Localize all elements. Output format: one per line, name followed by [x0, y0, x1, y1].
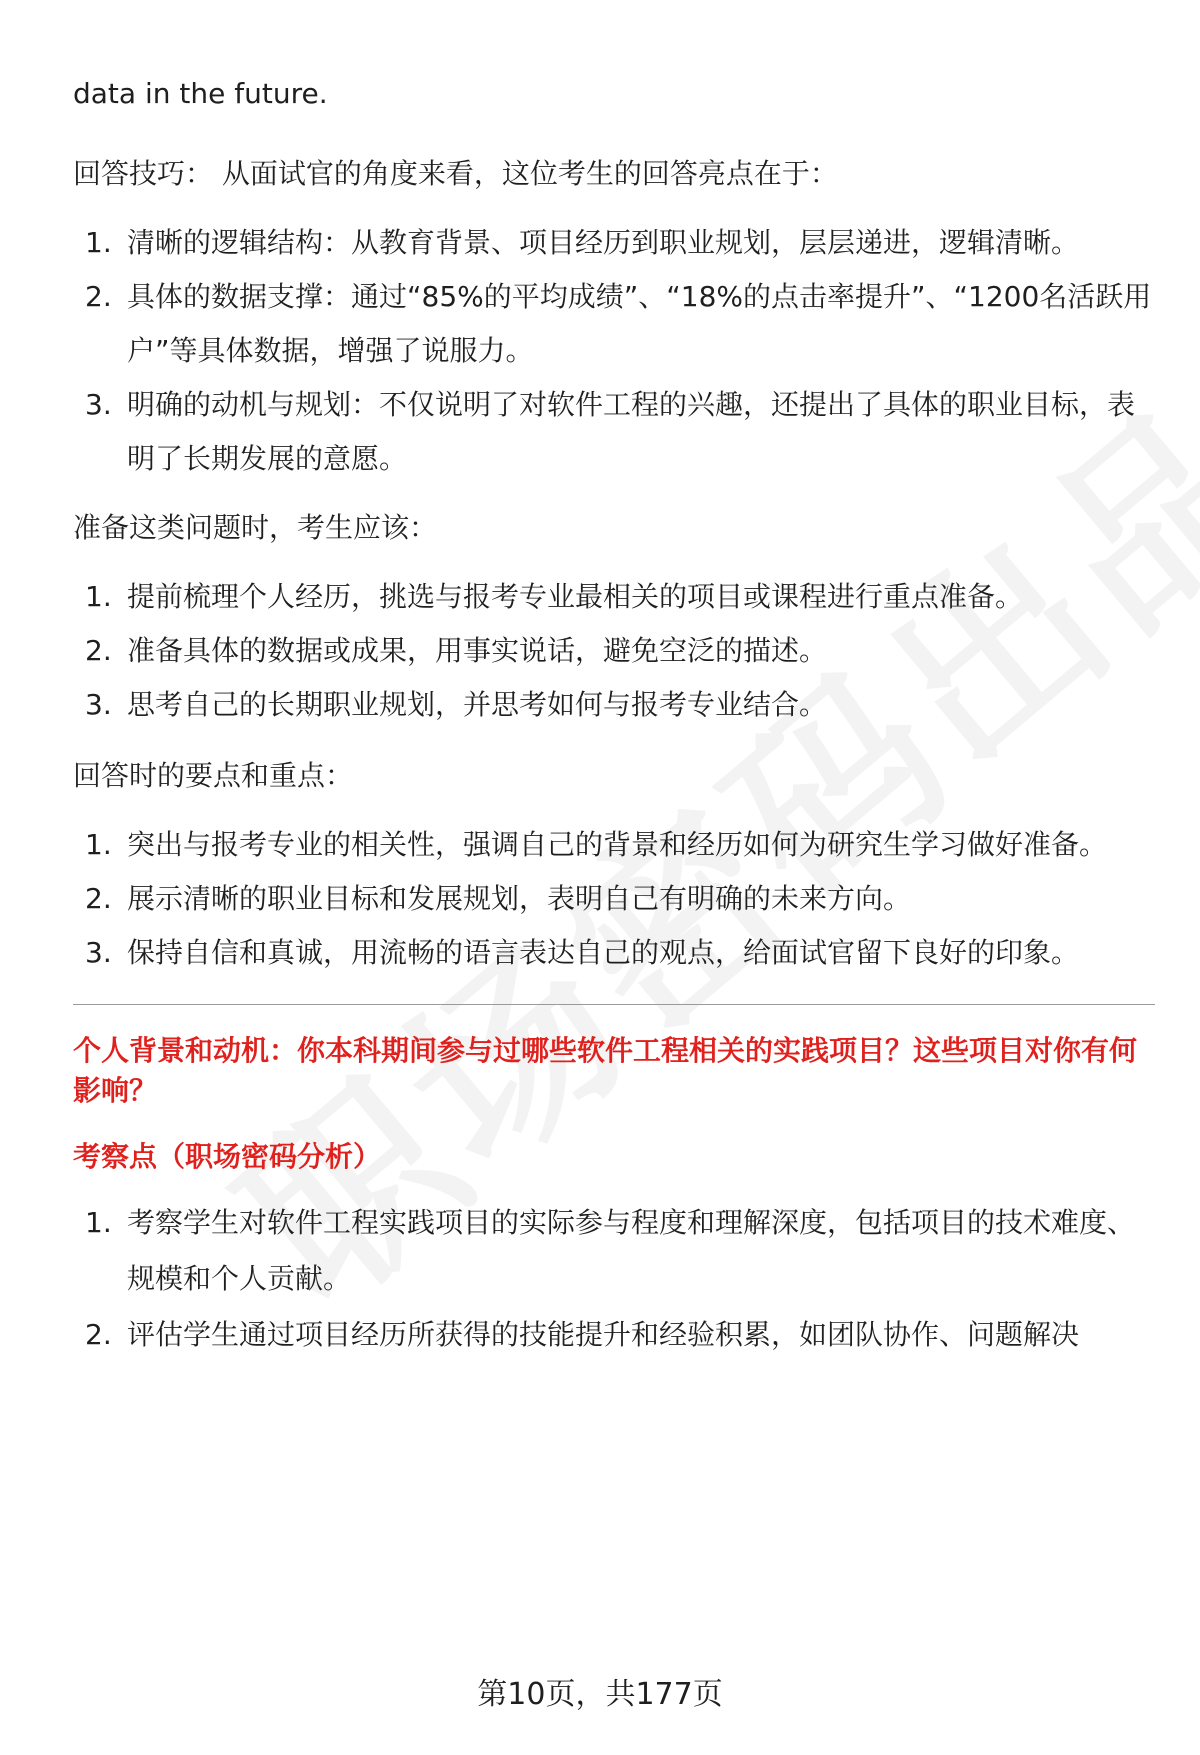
- tips-list: [73, 216, 1155, 486]
- list-item: 1. 考察学生对软件工程实践项目的实际参与程度和理解深度，包括项目的技术难度、规模和个人贡献。: [85, 1206, 1136, 1295]
- question-title: 个人背景和动机：你本科期间参与过哪些软件工程相关的实践项目？这些项目对你有何影响？: [73, 1034, 1138, 1107]
- section-divider: [73, 1004, 1155, 1005]
- analysis-list: [73, 1195, 1155, 1363]
- keypoints-list: [73, 818, 1155, 980]
- keypoints-heading: 回答时的要点和重点：: [73, 759, 354, 792]
- list-item: 2. 展示清晰的职业目标和发展规划，表明自己有明确的未来方向。: [85, 882, 912, 915]
- list-item: 1. 提前梳理个人经历，挑选与报考专业最相关的项目或课程进行重点准备。: [85, 580, 1024, 613]
- intro-tail: data in the future.: [73, 77, 328, 110]
- prepare-heading: 准备这类问题时，考生应该：: [73, 511, 438, 544]
- list-item: 3. 明确的动机与规划：不仅说明了对软件工程的兴趣，还提出了具体的职业目标，表明了长期发展的意愿。: [85, 388, 1136, 475]
- page-footer: 第10页，共177页: [477, 1677, 723, 1712]
- tips-heading: 回答技巧： 从面试官的角度来看，这位考生的回答亮点在于：: [73, 157, 838, 190]
- list-item: 1. 清晰的逻辑结构：从教育背景、项目经历到职业规划，层层递进，逻辑清晰。: [85, 226, 1080, 259]
- list-item: 3. 保持自信和真诚，用流畅的语言表达自己的观点，给面试官留下良好的印象。: [85, 936, 1080, 969]
- list-item: 2. 准备具体的数据或成果，用事实说话，避免空泛的描述。: [85, 634, 828, 667]
- list-item: 1. 突出与报考专业的相关性，强调自己的背景和经历如何为研究生学习做好准备。: [85, 828, 1108, 861]
- prepare-list: [73, 570, 1155, 732]
- list-item: 2. 具体的数据支撑：通过“85%的平均成绩”、“18%的点击率提升”、“1200名活跃用户”等具体数据，增强了说服力。: [85, 280, 1152, 367]
- page-content: [73, 70, 1155, 1363]
- list-item: 3. 思考自己的长期职业规划，并思考如何与报考专业结合。: [85, 688, 828, 721]
- analysis-heading: 考察点（职场密码分析）: [73, 1140, 382, 1173]
- list-item: 2. 评估学生通过项目经历所获得的技能提升和经验积累，如团队协作、问题解决: [85, 1318, 1080, 1351]
